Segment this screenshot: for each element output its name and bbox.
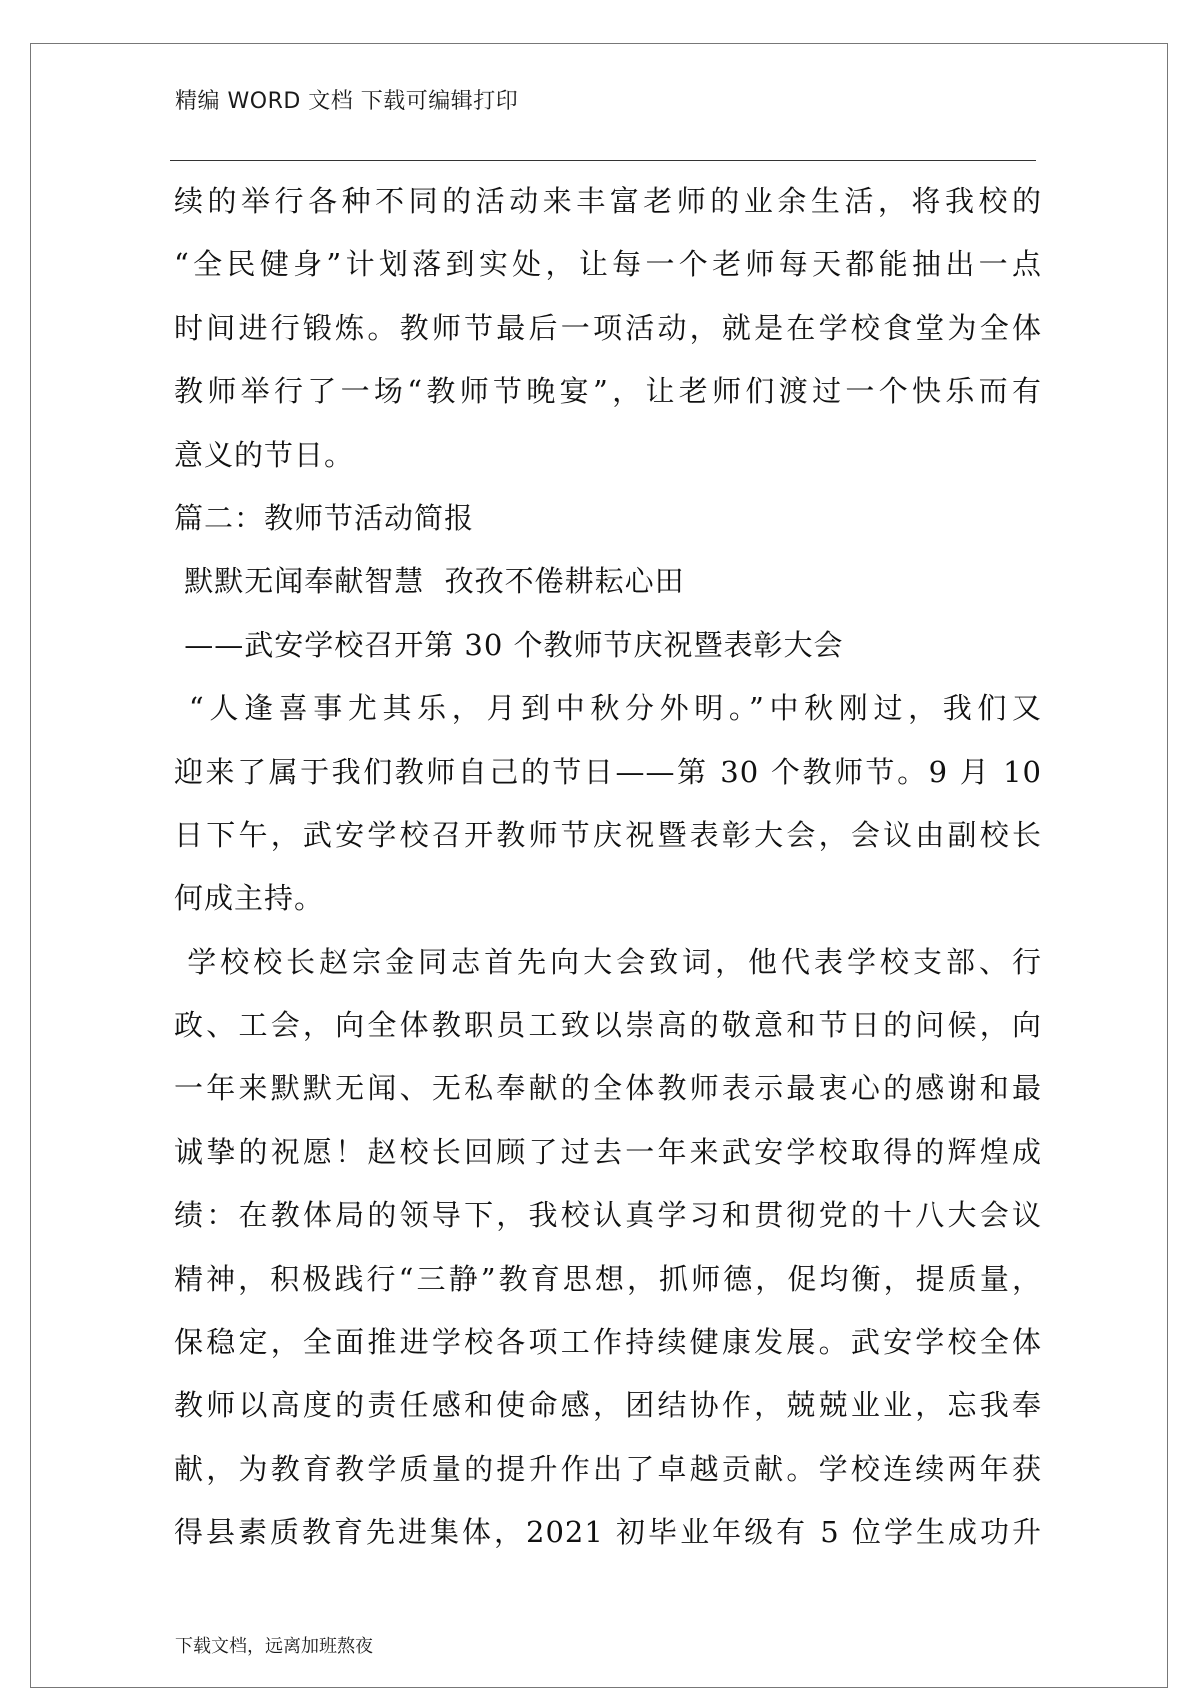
text-line: 学校校长赵宗金同志首先向大会致词，他代表学校支部、行 [174, 944, 1042, 979]
text-line: “全民健身”计划落到实处，让每一个老师每天都能抽出一点 [174, 247, 1042, 282]
text-line: 诚挚的祝愿！赵校长回顾了过去一年来武安学校取得的辉煌成 [174, 1134, 1042, 1169]
text-line: 得县素质教育先进集体，2021 初毕业年级有 5 位学生成功升 [174, 1515, 1042, 1550]
article-title: 默默无闻奉献智慧 孜孜不倦耕耘心田 [174, 564, 685, 599]
text-line: 一年来默默无闻、无私奉献的全体教师表示最衷心的感谢和最 [174, 1071, 1042, 1106]
text-line: 绩：在教体局的领导下，我校认真学习和贯彻党的十八大会议 [174, 1198, 1042, 1233]
document-body [174, 170, 1042, 1565]
text-line: 续的举行各种不同的活动来丰富老师的业余生活，将我校的 [174, 184, 1042, 218]
section-heading: 篇二：教师节活动简报 [174, 500, 475, 535]
text-line: 保稳定，全面推进学校各项工作持续健康发展。武安学校全体 [174, 1325, 1042, 1360]
text-line: 日下午，武安学校召开教师节庆祝暨表彰大会，会议由副校长 [174, 817, 1042, 852]
header-divider [170, 160, 1036, 161]
text-line: 意义的节日。 [174, 437, 355, 472]
page-header: 精编 WORD 文档 下载可编辑打印 [175, 89, 519, 114]
text-line: “人逢喜事尤其乐，月到中秋分外明。”中秋刚过，我们又 [174, 691, 1042, 726]
text-line: 何成主持。 [174, 881, 325, 916]
text-line: 迎来了属于我们教师自己的节日——第 30 个教师节。9 月 10 [174, 754, 1042, 789]
text-line: 教师举行了一场“教师节晚宴”，让老师们渡过一个快乐而有 [174, 374, 1042, 409]
page-footer: 下载文档，远离加班熬夜 [175, 1636, 373, 1657]
text-line: 政、工会，向全体教职员工致以崇高的敬意和节日的问候，向 [174, 1008, 1042, 1043]
text-line: 精神，积极践行“三静”教育思想，抓师德，促均衡，提质量， [174, 1261, 1042, 1296]
text-line: 献，为教育教学质量的提升作出了卓越贡献。学校连续两年获 [174, 1451, 1042, 1486]
text-line: 时间进行锻炼。教师节最后一项活动，就是在学校食堂为全体 [174, 310, 1042, 345]
article-subtitle: ——武安学校召开第 30 个教师节庆祝暨表彰大会 [174, 627, 844, 662]
text-line: 教师以高度的责任感和使命感，团结协作，兢兢业业，忘我奉 [174, 1388, 1042, 1423]
